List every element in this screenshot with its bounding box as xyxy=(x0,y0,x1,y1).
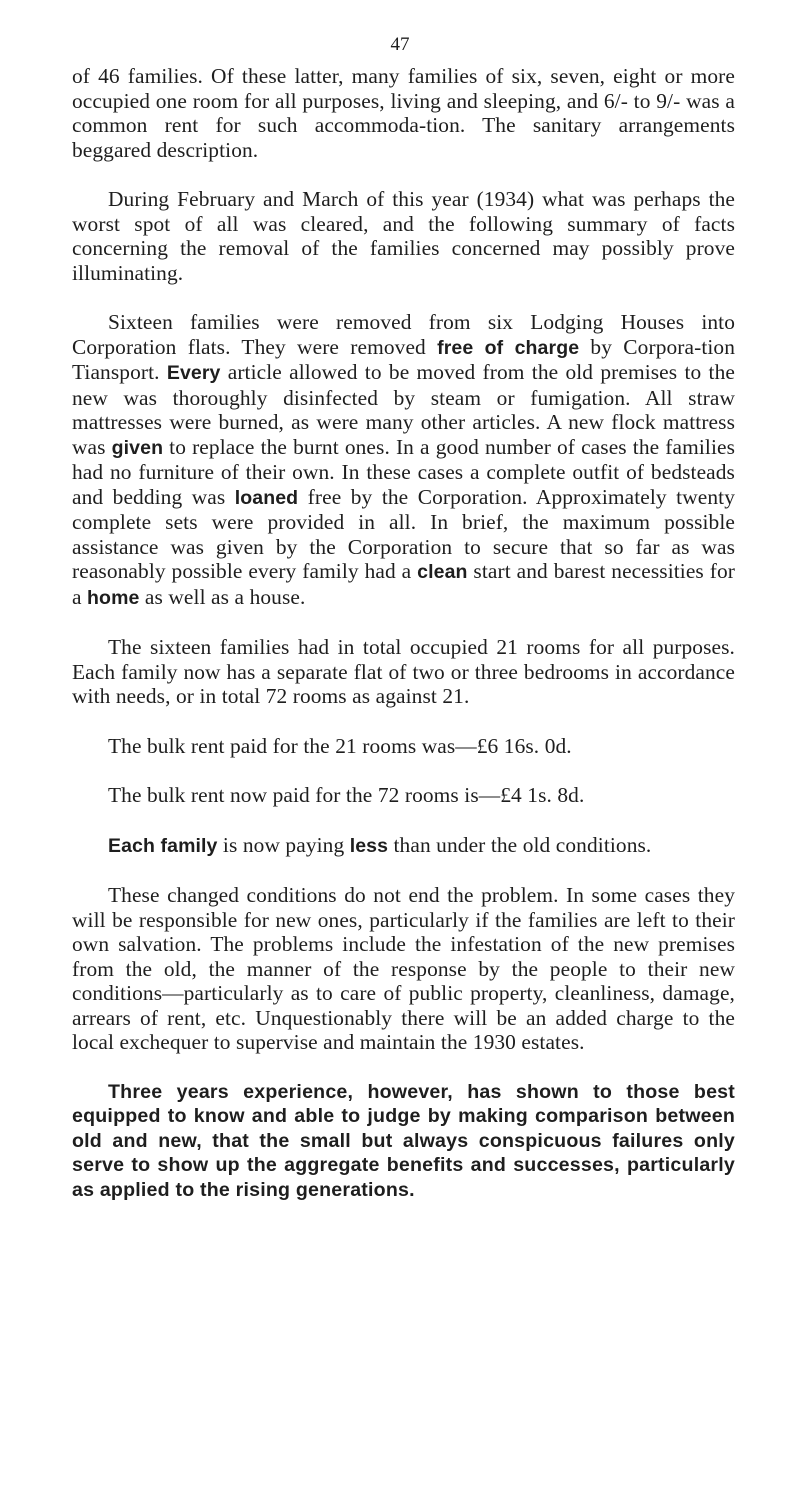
paragraph-1: of 46 families. Of these latter, many families of six, seven, eight or more occupied one room for all purposes, living and sleeping, and 6/- to 9/- was a common rent for such accommoda-tion. The sanitary arrangements beggared description. xyxy=(72,64,735,162)
text-run: as well as a house. xyxy=(139,584,306,609)
emphasis-each-family: Each family xyxy=(108,834,218,857)
emphasis-home: home xyxy=(87,586,140,609)
paragraph-2: During February and March of this year (1934) what was perhaps the worst spot of all was cleared, and the following summary of facts concerning the removal of the families concerned may possibly prove illuminating. xyxy=(72,187,735,285)
emphasis-every: Every xyxy=(166,362,221,384)
emphasis-less: less xyxy=(349,834,389,857)
text-run: to replace the burnt ones. In a good number of cases the families had no furniture of their own. In these cases a complete outfit of bedsteads and bedding was xyxy=(72,434,736,509)
text-run: Sixteen families were removed from six Lodging Houses into Corporation flats. They were removed xyxy=(72,310,735,359)
text-run: start and barest necessities for a xyxy=(72,559,735,609)
paragraph-3 xyxy=(72,310,735,610)
paragraph-5-old-rent: The bulk rent paid for the 21 rooms was—£6 16s. 0d. xyxy=(108,733,572,758)
paragraph-9-conclusion: Three years experience, however, has shown to those best equipped to know and able to judge by making comparison between old and new, that the small but always conspicuous failures only serve to show up the aggregate benefits and successes, particularly as applied to the rising generations. xyxy=(72,1080,735,1201)
text-run: than under the old conditions. xyxy=(388,832,652,857)
emphasis-free-of-charge: free of charge xyxy=(437,336,580,359)
emphasis-given: given xyxy=(111,436,164,459)
text-run: free by the Corporation. Approximately twenty complete sets were provided in all. In brief, the maximum possible assistance was given by the Corporation to secure that so far as was reasonably possible every family had a xyxy=(72,484,735,583)
paragraph-4: The sixteen families had in total occupied 21 rooms for all purposes. Each family now has a separate flat of two or three bedrooms in accordance with needs, or in total 72 rooms as against 21. xyxy=(72,635,735,708)
text-run: article allowed to be moved from the old premises to the new was thoroughly disinfected by steam or fumigation. All straw mattresses were burned, as were many other articles. A new flock mattress was xyxy=(72,360,735,459)
page-number: 47 xyxy=(390,34,410,55)
emphasis-clean: clean xyxy=(417,561,468,583)
text-run: is now paying xyxy=(217,832,350,857)
document-body xyxy=(72,64,735,1227)
paragraph-8: These changed conditions do not end the problem. In some cases they will be responsible for new ones, particularly if the families are left to their own salvation. The problems include the infestation of the new premises from the old, the manner of the response by the people to their new conditions—particularly as to care of public property, cleanliness, damage, arrears of rent, etc. Unquestionably there will be an added charge to the local exchequer to supervise and maintain the 1930 estates. xyxy=(72,883,735,1054)
paragraph-6-new-rent: The bulk rent now paid for the 72 rooms is—£4 1s. 8d. xyxy=(108,783,585,807)
text-run: by Corpora-tion Tiansport. xyxy=(72,334,736,384)
paragraph-7 xyxy=(72,833,735,859)
emphasis-loaned: loaned xyxy=(234,486,299,509)
